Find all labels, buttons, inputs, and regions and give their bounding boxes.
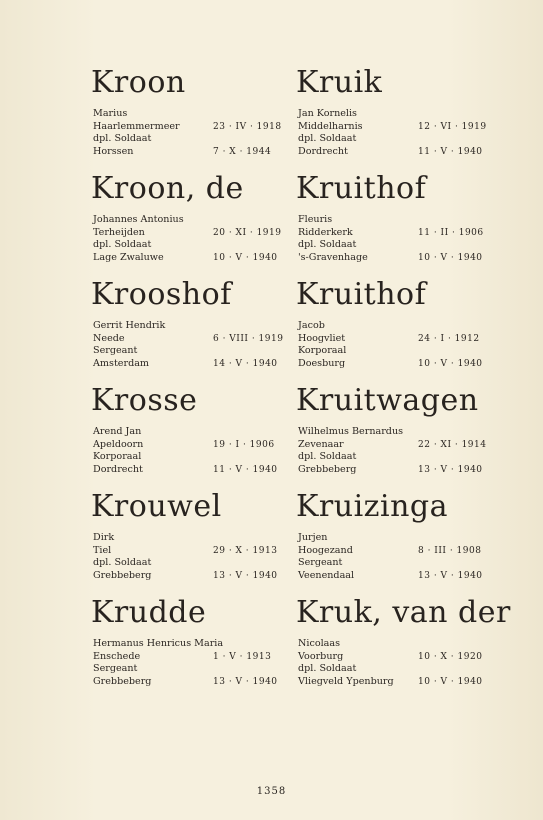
entry-date: 7 · X · 1944 [213, 146, 272, 157]
memorial-entry [93, 66, 293, 172]
entry-line [93, 146, 293, 159]
entry-line [298, 133, 498, 146]
entry-line [93, 345, 293, 358]
entry-line [93, 239, 293, 252]
left-column [93, 66, 293, 702]
entry-text: Sergeant [93, 345, 138, 356]
entry-text: Arend Jan [93, 426, 142, 437]
memorial-entry [93, 172, 293, 278]
entry-text: dpl. Soldaat [298, 663, 357, 674]
entry-text: Amsterdam [93, 357, 150, 369]
surname-heading: Krooshof [91, 277, 232, 312]
entry-line [93, 676, 293, 689]
entry-line [93, 214, 293, 227]
memorial-entry [298, 384, 498, 490]
entry-line [93, 570, 293, 583]
surname-heading: Kroon [91, 65, 186, 100]
entry-text: Dirk [93, 532, 115, 543]
entry-line [298, 320, 498, 333]
entry-text: Apeldoorn [93, 438, 144, 450]
entry-text: Middelharnis [298, 120, 363, 132]
entry-text: dpl. Soldaat [298, 239, 357, 250]
entry-text: Doesburg [298, 357, 346, 369]
surname-heading: Kruithof [296, 171, 427, 206]
entry-line [93, 333, 293, 346]
entry-text: Dordrecht [93, 463, 143, 475]
memorial-entry [93, 278, 293, 384]
entry-text: Jacob [298, 320, 325, 331]
entry-text: dpl. Soldaat [298, 133, 357, 144]
entry-date: 13 · V · 1940 [418, 570, 483, 581]
entry-line [93, 651, 293, 664]
entry-date: 10 · X · 1920 [418, 651, 483, 662]
entry-line [93, 358, 293, 371]
entry-text: Korporaal [298, 345, 347, 356]
entry-date: 19 · I · 1906 [213, 439, 275, 450]
right-column [296, 65, 511, 702]
entry-date: 10 · V · 1940 [213, 252, 278, 263]
entry-line [93, 121, 293, 134]
entry-line [298, 663, 498, 676]
entry-text: Veenendaal [298, 569, 355, 581]
entry-date: 8 · III · 1908 [418, 545, 482, 556]
entry-date: 11 · V · 1940 [418, 146, 483, 157]
entry-text: Hermanus Henricus Maria [93, 638, 224, 649]
entry-text: Lage Zwaluwe [93, 251, 164, 263]
entry-text: Enschede [93, 650, 141, 662]
entry-date: 11 · V · 1940 [213, 464, 278, 475]
entry-line [298, 451, 498, 464]
entry-line [93, 320, 293, 333]
entry-line [298, 676, 498, 689]
entry-line [298, 545, 498, 558]
surname-heading: Kruk, van der [296, 595, 511, 630]
memorial-entry [298, 278, 498, 384]
memorial-entry [93, 596, 293, 702]
entry-line [298, 121, 498, 134]
entry-date: 29 · X · 1913 [213, 545, 278, 556]
entry-date: 22 · XI · 1914 [418, 439, 487, 450]
entry-text: Sergeant [298, 557, 343, 568]
surname-heading: Kroon, de [91, 171, 244, 206]
entry-line [93, 439, 293, 452]
entry-date: 1 · V · 1913 [213, 651, 272, 662]
surname-heading: Kruitwagen [296, 383, 479, 418]
entry-date: 14 · V · 1940 [213, 358, 278, 369]
entry-text: Fleuris [298, 214, 333, 225]
entry-line [298, 345, 498, 358]
entry-text: dpl. Soldaat [298, 451, 357, 462]
memorial-entry [298, 66, 498, 172]
entry-date: 11 · II · 1906 [418, 227, 484, 238]
entry-text: Jan Kornelis [298, 108, 357, 119]
surname-heading: Kruizinga [296, 489, 448, 524]
page-number: 1358 [256, 786, 287, 797]
entry-text: dpl. Soldaat [93, 133, 152, 144]
entry-line [298, 426, 498, 439]
entry-line [93, 227, 293, 240]
entry-line [298, 252, 498, 265]
entry-line [93, 638, 293, 651]
entry-line [298, 108, 498, 121]
entry-line [298, 464, 498, 477]
entry-line [298, 239, 498, 252]
surname-heading: Krosse [91, 383, 198, 418]
entry-line [93, 426, 293, 439]
entry-text: Gerrit Hendrik [93, 320, 166, 331]
entry-date: 13 · V · 1940 [213, 570, 278, 581]
entry-text: Dordrecht [298, 145, 348, 157]
entry-text: Hoogvliet [298, 332, 346, 344]
entry-date: 10 · V · 1940 [418, 252, 483, 263]
entry-text: Marius [93, 108, 128, 119]
memorial-entry [93, 384, 293, 490]
entry-text: Haarlemmermeer [93, 120, 180, 132]
entry-line [298, 570, 498, 583]
entry-text: Hoogezand [298, 544, 353, 556]
entry-line [93, 133, 293, 146]
entry-text: 's-Gravenhage [298, 251, 368, 263]
memorial-entry [296, 595, 511, 702]
entry-line [93, 663, 293, 676]
entry-line [298, 358, 498, 371]
entry-date: 12 · VI · 1919 [418, 121, 487, 132]
entry-line [298, 557, 498, 570]
entry-date: 13 · V · 1940 [213, 676, 278, 687]
surname-heading: Kruik [296, 65, 383, 100]
entry-line [298, 532, 498, 545]
entry-line [93, 451, 293, 464]
entry-line [93, 252, 293, 265]
entry-text: Johannes Antonius [93, 214, 184, 225]
surname-heading: Krudde [91, 595, 207, 630]
entry-text: Grebbeberg [298, 463, 357, 475]
entry-line [298, 227, 498, 240]
entry-line [93, 545, 293, 558]
entry-date: 23 · IV · 1918 [213, 121, 282, 132]
surname-heading: Krouwel [91, 489, 222, 524]
entry-text: Tiel [93, 544, 112, 556]
memorial-entry [298, 490, 498, 596]
entry-text: Vliegveld Ypenburg [298, 675, 394, 687]
entry-text: Wilhelmus Bernardus [298, 426, 404, 437]
entry-text: Voorburg [298, 650, 344, 662]
entry-line [298, 439, 498, 452]
entry-text: Neede [93, 332, 125, 344]
entry-text: Grebbeberg [93, 569, 152, 581]
entry-line [298, 214, 498, 227]
surname-heading: Kruithof [296, 277, 427, 312]
memorial-entry [93, 490, 293, 596]
entry-text: Terheijden [93, 226, 145, 238]
entry-line [298, 146, 498, 159]
entry-line [93, 464, 293, 477]
entry-date: 13 · V · 1940 [418, 464, 483, 475]
memorial-entry [298, 172, 498, 278]
entry-date: 24 · I · 1912 [418, 333, 480, 344]
entry-date: 6 · VIII · 1919 [213, 333, 284, 344]
entry-text: Ridderkerk [298, 226, 353, 238]
entry-text: Nicolaas [298, 638, 341, 649]
entry-text: Grebbeberg [93, 675, 152, 687]
entry-line [93, 557, 293, 570]
entry-line [298, 651, 498, 664]
entry-date: 10 · V · 1940 [418, 358, 483, 369]
entry-date: 10 · V · 1940 [418, 676, 483, 687]
entry-date: 20 · XI · 1919 [213, 227, 282, 238]
entry-text: Horssen [93, 145, 134, 157]
entry-text: dpl. Soldaat [93, 557, 152, 568]
entry-line [298, 638, 498, 651]
entry-line [93, 108, 293, 121]
entry-line [93, 532, 293, 545]
entry-text: Korporaal [93, 451, 142, 462]
entry-text: Zevenaar [298, 438, 344, 450]
entry-text: Jurjen [298, 532, 328, 543]
entry-text: dpl. Soldaat [93, 239, 152, 250]
entry-text: Sergeant [93, 663, 138, 674]
entry-line [298, 333, 498, 346]
